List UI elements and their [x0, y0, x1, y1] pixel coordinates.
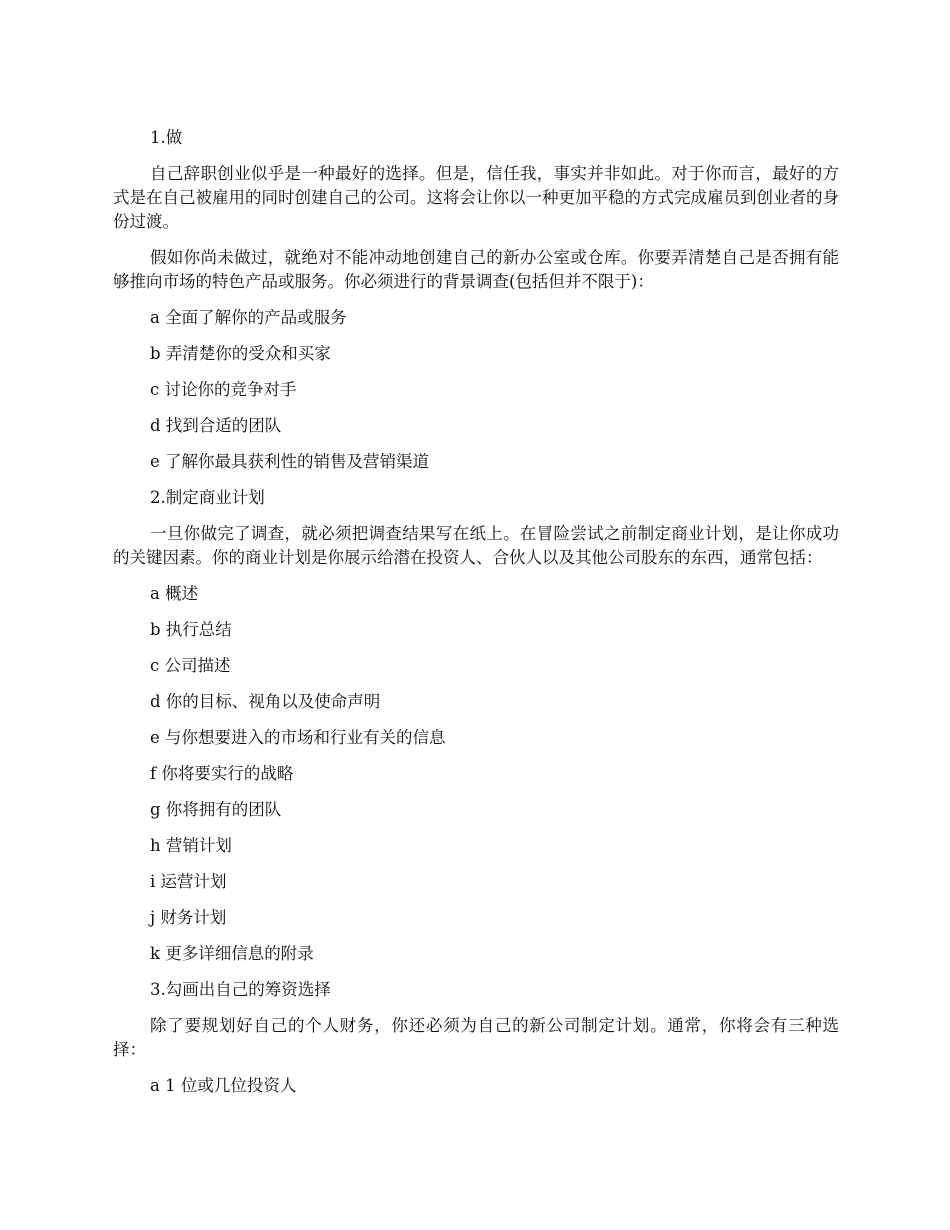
- list-item: e 了解你最具获利性的销售及营销渠道: [150, 452, 430, 471]
- list-item: b 弄清楚你的受众和买家: [150, 344, 331, 363]
- paragraph-funding: 除了要规划好自己的个人财务，你还必须为自己的新公司制定计划。通常，你将会有三种选择：: [113, 1016, 839, 1059]
- section-heading-3: 3.勾画出自己的筹资选择: [150, 980, 331, 999]
- list-item: k 更多详细信息的附录: [150, 944, 314, 963]
- list-item: d 找到合适的团队: [150, 416, 282, 435]
- list-item: c 讨论你的竞争对手: [150, 380, 297, 399]
- list-item: c 公司描述: [150, 656, 231, 675]
- list-item: a 全面了解你的产品或服务: [150, 308, 347, 327]
- list-item: d 你的目标、视角以及使命声明: [150, 692, 381, 711]
- list-item: j 财务计划: [150, 908, 227, 927]
- paragraph-research: 假如你尚未做过，就绝对不能冲动地创建自己的新办公室或仓库。你要弄清楚自己是否拥有能够推向市场的特色产品或服务。你必须进行的背景调查(包括但并不限于)：: [113, 248, 839, 291]
- document-body: [113, 126, 839, 1110]
- paragraph-business-plan: 一旦你做完了调查，就必须把调查结果写在纸上。在冒险尝试之前制定商业计划，是让你成功的关键因素。你的商业计划是你展示给潜在投资人、合伙人以及其他公司股东的东西，通常包括：: [113, 524, 839, 567]
- list-item: a 1 位或几位投资人: [150, 1076, 297, 1095]
- list-item: e 与你想要进入的市场和行业有关的信息: [150, 728, 446, 747]
- section-heading-2: 2.制定商业计划: [150, 488, 265, 507]
- list-item: i 运营计划: [150, 872, 227, 891]
- section-heading-1: 1.做: [150, 128, 183, 147]
- list-item: a 概述: [150, 584, 199, 603]
- list-item: g 你将拥有的团队: [150, 800, 282, 819]
- list-item: f 你将要实行的战略: [150, 764, 294, 783]
- list-item: h 营销计划: [150, 836, 232, 855]
- list-item: b 执行总结: [150, 620, 232, 639]
- paragraph-intro: 自己辞职创业似乎是一种最好的选择。但是，信任我，事实并非如此。对于你而言，最好的方式是在自己被雇用的同时创建自己的公司。这将会让你以一种更加平稳的方式完成雇员到创业者的身份过渡。: [113, 164, 839, 231]
